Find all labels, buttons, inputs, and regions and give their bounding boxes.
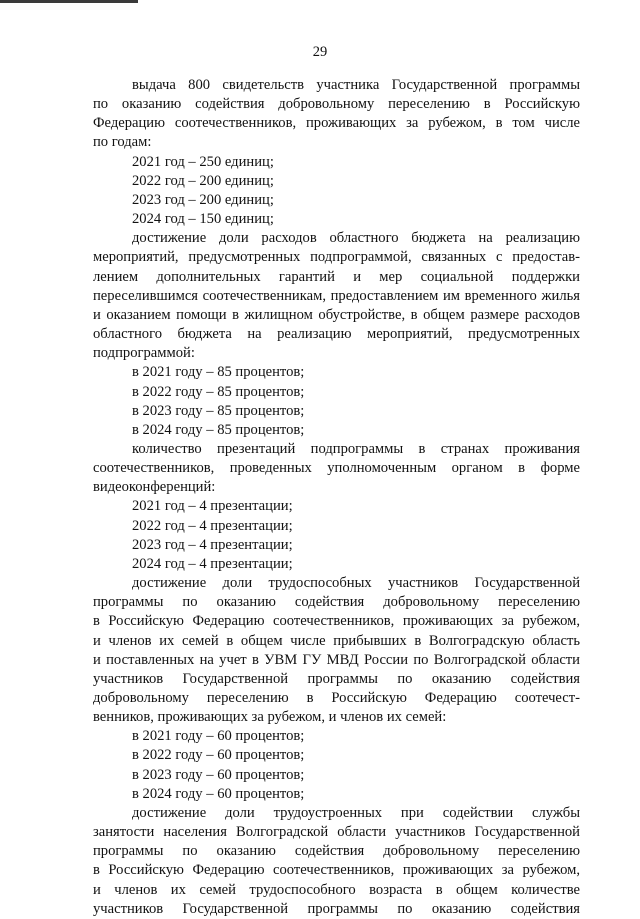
- list-item: 2023 год – 4 презентации;: [132, 536, 293, 553]
- list-item: 2024 год – 4 презентации;: [132, 555, 293, 572]
- list-item: 2022 год – 4 презентации;: [132, 517, 293, 534]
- text-line: переселившимся соотечественникам, предоставлением им временного жилья: [93, 287, 580, 304]
- list-item: 2021 год – 4 презентации;: [132, 498, 293, 515]
- text-line: лением дополнительных гарантий и мер социальной поддержки: [93, 268, 580, 285]
- paragraph-presentations: [93, 440, 580, 574]
- scan-edge-mark: [0, 0, 138, 3]
- text-line: достижение доли расходов областного бюджета на реализацию: [132, 230, 580, 247]
- list-item: в 2024 году – 85 процентов;: [132, 421, 305, 438]
- text-line: достижение доли трудоустроенных при содействии службы: [132, 804, 580, 821]
- text-line: занятости населения Волгоградской области участников Государственной: [93, 824, 580, 841]
- text-line: и поставленных на учет в УВМ ГУ МВД России по Волгоградской области: [93, 651, 580, 668]
- text-line: программы по оказанию содействия добровольному переселению: [93, 594, 580, 611]
- page-number: 29: [312, 44, 328, 60]
- list-item: 2021 год – 250 единиц;: [132, 153, 274, 170]
- text-line: и оказанием помощи в жилищном обустройстве, в общем размере расходов: [93, 306, 580, 323]
- text-line: видеоконференций:: [93, 479, 216, 496]
- text-line: мероприятий, предусмотренных подпрограммой, связанных с предостав-: [93, 249, 580, 266]
- list-item: в 2022 году – 85 процентов;: [132, 383, 305, 400]
- text-line: программы по оказанию содействия добровольному переселению: [93, 843, 580, 860]
- list-item: в 2021 году – 85 процентов;: [132, 364, 305, 381]
- text-line: Федерацию соотечественников, проживающих за рубежом, в том числе: [93, 115, 580, 132]
- list-item: 2024 год – 150 единиц;: [132, 211, 274, 228]
- text-line: достижение доли трудоспособных участников Государственной: [132, 575, 580, 592]
- text-line: в Российскую Федерацию соотечественников, проживающих за рубежом,: [93, 613, 580, 630]
- text-line: добровольному переселению в Российскую Федерацию соотечест-: [93, 690, 580, 706]
- text-line: соотечественников, проведенных уполномоченным органом в форме: [93, 460, 580, 477]
- text-line: в Российскую Федерацию соотечественников, проживающих за рубежом,: [93, 862, 580, 879]
- text-line: подпрограммой:: [93, 345, 195, 362]
- document-body: [93, 76, 580, 919]
- text-line: и членов их семей трудоспособного возраста в общем количестве: [93, 881, 580, 898]
- text-line: по годам:: [93, 134, 152, 151]
- text-line: по оказанию содействия добровольному переселению в Российскую: [93, 96, 580, 113]
- text-line: участников Государственной программы по оказанию содействия: [93, 670, 580, 687]
- list-item: в 2023 году – 60 процентов;: [132, 766, 305, 783]
- list-item: в 2021 году – 60 процентов;: [132, 728, 305, 745]
- list-item: в 2023 году – 85 процентов;: [132, 402, 305, 419]
- text-line: областного бюджета на реализацию мероприятий, предусмотренных: [93, 326, 580, 343]
- paragraph-able-bodied-participants: [93, 574, 580, 804]
- paragraph-employed-participants: [93, 804, 580, 919]
- list-item: в 2022 году – 60 процентов;: [132, 747, 305, 764]
- paragraph-budget-share: [93, 229, 580, 440]
- text-line: и членов их семей в общем числе прибывших в Волгоградскую область: [93, 632, 580, 649]
- list-item: 2023 год – 200 единиц;: [132, 191, 274, 208]
- paragraph-certificates: [93, 76, 580, 229]
- text-line: количество презентаций подпрограммы в странах проживания: [132, 440, 580, 457]
- text-line: выдача 800 свидетельств участника Государственной программы: [132, 77, 580, 93]
- list-item: 2022 год – 200 единиц;: [132, 172, 274, 189]
- text-line: венников, проживающих за рубежом, и членов их семей:: [93, 709, 447, 726]
- text-line: участников Государственной программы по оказанию содействия: [93, 900, 580, 917]
- list-item: в 2024 году – 60 процентов;: [132, 785, 305, 802]
